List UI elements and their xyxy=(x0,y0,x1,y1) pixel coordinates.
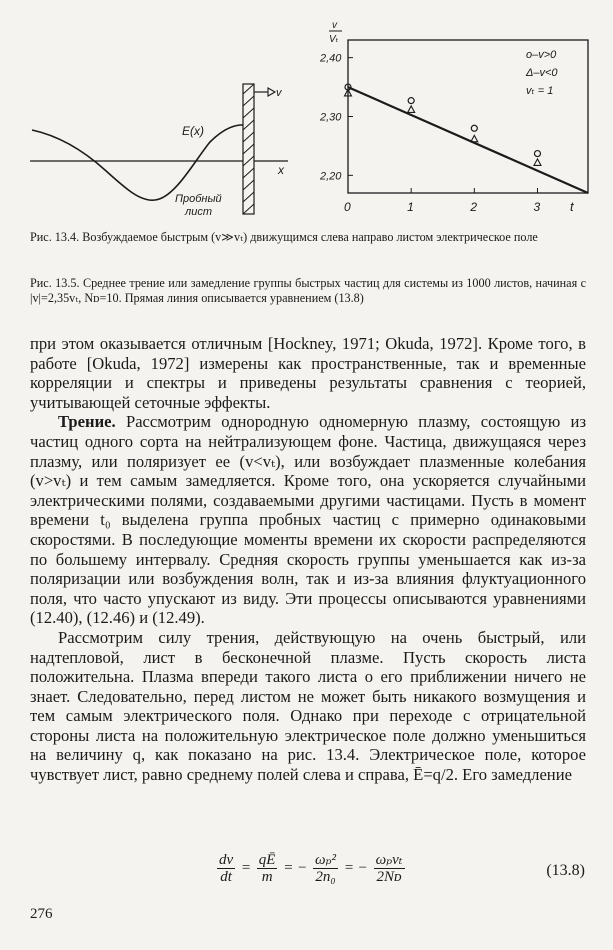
legend-entry: Δ–v<0 xyxy=(526,67,558,79)
eq-m: m xyxy=(261,869,273,885)
x-tick-label: 2 xyxy=(470,200,478,214)
caption-fig-13-5-text: Среднее трение или замедление группы быстрых частиц для системы из 1000 листов, начиная с |v|=2,35vₜ, Nᴅ=10. Прямая линия описывается уравнением (13.8) xyxy=(30,276,587,305)
x-label: x xyxy=(278,163,284,177)
paragraph-2-heading: Трение. xyxy=(58,412,116,432)
y-tick-label: 2,30 xyxy=(320,111,342,124)
paragraph-3: Рассмотрим силу трения, действующую на очень быстрый, или надтепловой, лист в бесконечной плазме. Пусть скорость листа положительна. Плазма впереди такого листа о его приближении ничего не знает. Следовательно, перед листом не может быть никакого возмущения и тем самым электрического поля. Однако при переходе с отрицательной стороны листа на положительную электрическое поле должно уменьшиться на величину q, как показано на рис. 13.4. Электрическое поле, которое чувствует лист, равно среднему полей слева и справа, Ē=q/2. Его замедление xyxy=(30,627,586,785)
x-axis-label: t xyxy=(570,199,574,214)
eq-frac-wp2 xyxy=(313,852,338,885)
page-number: 276 xyxy=(30,906,53,922)
y-tick-label: 2,40 xyxy=(320,52,342,65)
eq-wpvt: ωₚvₜ xyxy=(375,852,403,868)
y-axis-label-numerator: v xyxy=(332,20,337,31)
arrow-head-icon xyxy=(268,88,275,96)
x-tick-label: 0 xyxy=(344,200,351,214)
eq-frac-wpvt xyxy=(374,852,405,885)
legend-entry: vₜ = 1 xyxy=(526,85,554,97)
data-point-triangle xyxy=(534,159,541,166)
figure-13-4 xyxy=(30,80,320,230)
caption-fig-13-4 xyxy=(30,230,586,245)
paragraph-1: при этом оказывается отличным [Hockney, 1971; Okuda, 1972]. Кроме того, в работе [Okuda, 1972] измерены как пространственные, так и временные корреляции и спектры и приведены результаты сравнения с теорией, учитывающей сеточные эффекты. xyxy=(30,334,586,412)
plot-frame xyxy=(348,40,588,193)
equation-number: (13.8) xyxy=(546,862,585,879)
field-label: E(x) xyxy=(182,124,204,138)
eq-dt: dt xyxy=(220,869,232,885)
field-curve xyxy=(32,125,245,200)
eq-qE: qĒ xyxy=(258,852,276,868)
y-axis-label-denominator: Vₜ xyxy=(329,34,339,45)
caption-fig-13-5 xyxy=(30,276,586,306)
body-text xyxy=(30,334,586,785)
paragraph-2-text: Рассмотрим однородную одномерную плазму, состоящую из частиц одного сорта на нейтрализующем фоне. Частица, движущаяся через плазму, или поляризует ее (v<vₜ), или возбуждает плазменные колебания (v>vₜ) и тем самым замедляется. Кроме того, она ускоряется случайными электрическими полями, создаваемыми другими частицами. Пусть в момент времени t₀ выделена группа пробных частиц с примерно одинаковыми скоростями. В последующие моменты времени их скорости распределяются по большему интервалу. Средняя скорость группы уменьшается как из-за поляризации или возбуждения волн, так и из-за влияния флуктуационного поля, что часто упускают из виду. Эти процессы описываются уравнениями (12.40), (12.46) и (12.49). xyxy=(30,412,586,628)
eq-2ND: 2Nᴅ xyxy=(376,869,402,885)
legend-entry: o–v>0 xyxy=(526,49,557,61)
figure-13-5-chart xyxy=(320,18,590,223)
caption-fig-13-4-text: Возбуждаемое быстрым (v≫vₜ) движущимся слева направо листом электрическое поле xyxy=(82,230,538,244)
data-point-circle xyxy=(534,151,540,157)
x-tick-label: 1 xyxy=(407,200,414,214)
eq-sign-2: = − xyxy=(283,859,308,876)
y-tick-label: 2,20 xyxy=(320,170,342,183)
sheet-label-2: лист xyxy=(185,206,212,218)
velocity-label: v xyxy=(276,87,282,99)
x-tick-label: 3 xyxy=(533,200,541,214)
eq-sign-1: = xyxy=(240,859,252,876)
fit-line xyxy=(348,87,588,193)
data-point-triangle xyxy=(408,106,415,113)
eq-2n0: 2n₀ xyxy=(315,869,336,885)
eq-wp2: ωₚ² xyxy=(314,852,337,868)
eq-sign-3: = − xyxy=(343,859,368,876)
data-point-circle xyxy=(471,125,477,131)
caption-fig-13-5-label: Рис. 13.5. xyxy=(30,276,80,290)
equation-13-8 xyxy=(215,852,585,892)
data-point-circle xyxy=(408,98,414,104)
eq-frac-qE-m xyxy=(257,852,278,885)
paragraph-2 xyxy=(30,412,586,628)
caption-fig-13-4-label: Рис. 13.4. xyxy=(30,230,80,244)
sheet-label-1: Пробный xyxy=(175,193,222,205)
eq-dv: dv xyxy=(219,852,234,868)
eq-frac-dvdt xyxy=(217,852,235,885)
